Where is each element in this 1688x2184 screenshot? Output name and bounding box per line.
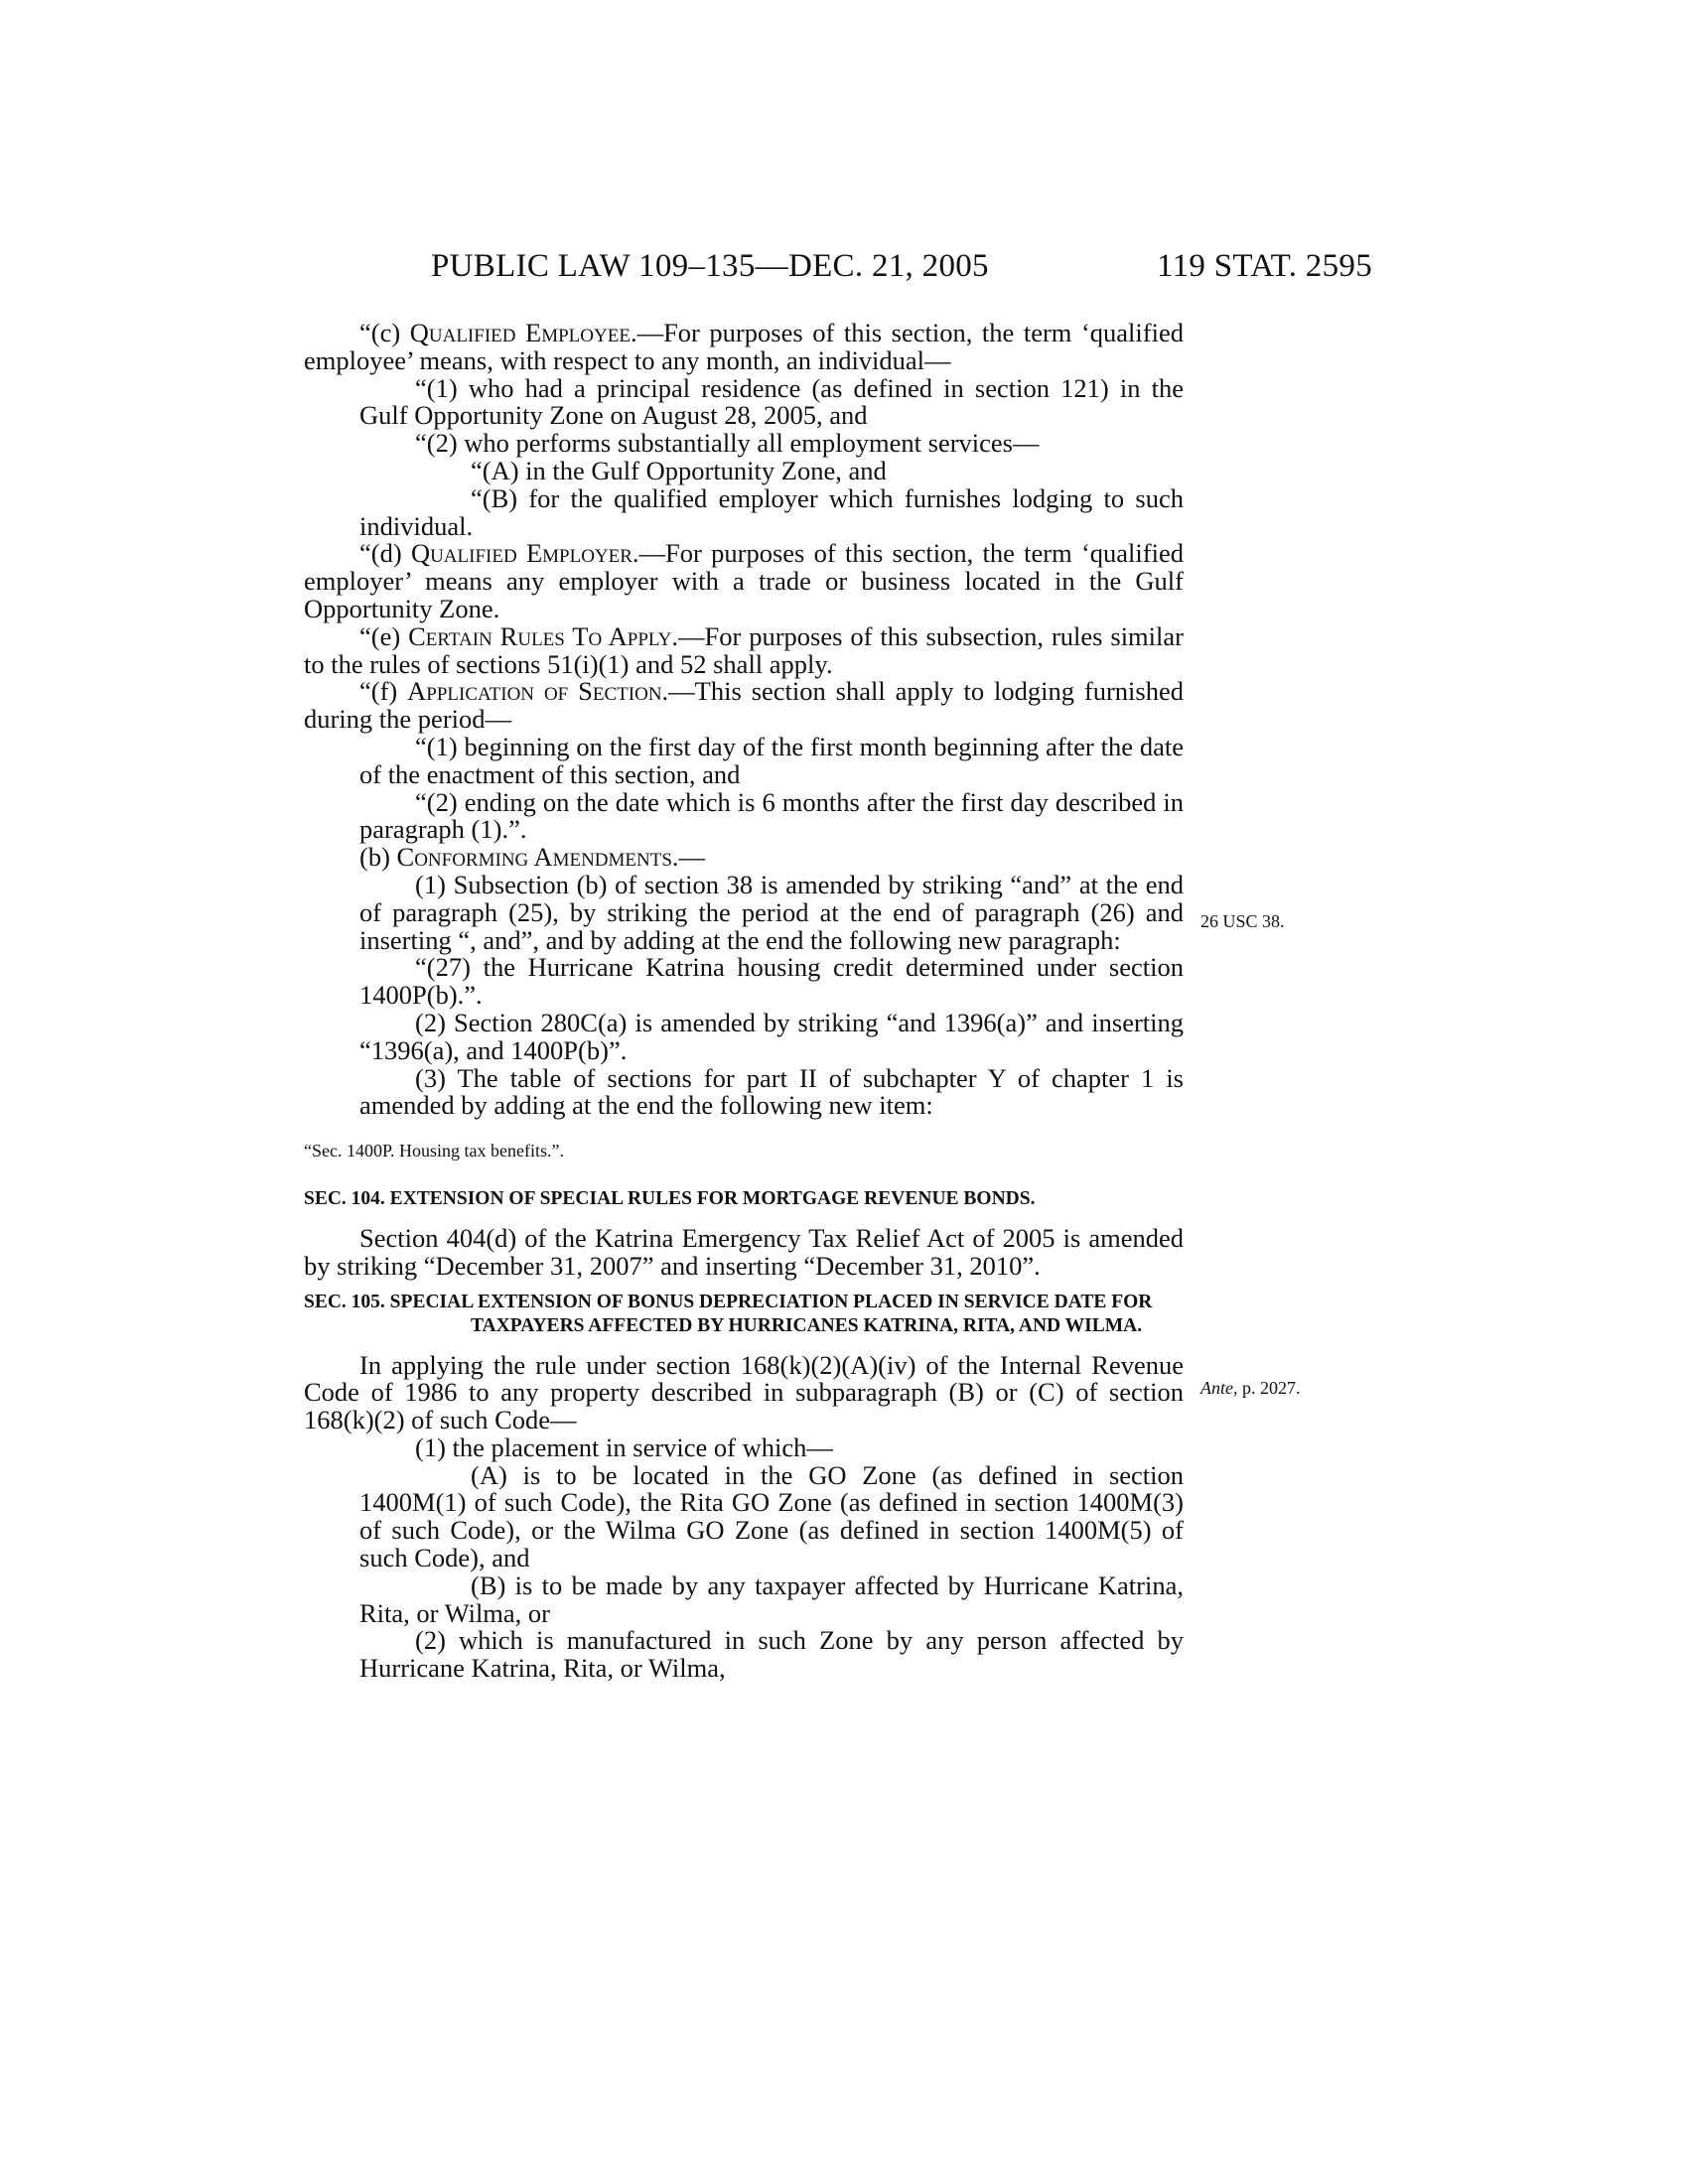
subparagraph-c-2-b: “(B) for the qualified employer which furnishes lodging to such individual. [359, 482, 1184, 541]
paragraph-b-1: (1) Subsection (b) of section 38 is amended by striking “and” at the end of paragraph (25), by striking the period at the end of paragraph (26) and inserting “, and”, and by adding at the end the following new paragraph: [359, 869, 1184, 955]
subsection-c: “(c) Qualified Employee.—For purposes of this section, the term ‘qualified employee’ means, with respect to any month, an individual— [304, 318, 1184, 375]
subsection-e-heading: Certain Rules To Apply [408, 620, 672, 651]
running-header-title: PUBLIC LAW 109–135—DEC. 21, 2005 [431, 248, 989, 284]
document-body [304, 320, 1184, 1683]
paragraph-b-3: (3) The table of sections for part II of subchapter Y of chapter 1 is amended by adding at the end the following new item: [359, 1062, 1184, 1121]
section-105-subparagraph-b: (B) is to be made by any taxpayer affected by Hurricane Katrina, Rita, or Wilma, or [359, 1570, 1184, 1628]
paragraph-c-2: “(2) who performs substantially all employment services— [415, 428, 1040, 459]
margin-note-ante: Ante, p. 2027. [1200, 1378, 1301, 1398]
margin-note-usc: 26 USC 38. [1200, 911, 1285, 931]
section-104-text: Section 404(d) of the Katrina Emergency Tax Relief Act of 2005 is amended by striking “December 31, 2007” and inserting “December 31, 2010”. [304, 1222, 1184, 1281]
section-105-subparagraph-a: (A) is to be located in the GO Zone (as defined in section 1400M(1) of such Code), the Rita GO Zone (as defined in section 1400M(3) of such Code), or the Wilma GO Zone (as defined in section 1400M(5) of such Code), and [359, 1459, 1184, 1573]
paragraph-27: “(27) the Hurricane Katrina housing credit determined under section 1400P(b).”. [359, 952, 1184, 1011]
paragraph-f-2: “(2) ending on the date which is 6 months after the first day described in paragraph (1).”. [359, 786, 1184, 845]
running-header-page: 119 STAT. 2595 [1157, 248, 1372, 284]
section-105-paragraph-2: (2) which is manufactured in such Zone by any person affected by Hurricane Katrina, Rita, or Wilma, [359, 1625, 1184, 1684]
section-105-text: In applying the rule under section 168(k)(2)(A)(iv) of the Internal Revenue Code of 1986 to any property described in subparagraph (B) or (C) of section 168(k)(2) of such Code— [304, 1349, 1184, 1435]
subsection-e: “(e) Certain Rules To Apply.—For purposes of this subsection, rules similar to the rules of sections 51(i)(1) and 52 shall apply. [304, 620, 1184, 679]
subsection-d: “(d) Qualified Employer.—For purposes of this section, the term ‘qualified employer’ means any employer with a trade or business located in the Gulf Opportunity Zone. [304, 538, 1184, 623]
subsection-b-heading: Conforming Amendments [396, 842, 672, 873]
subsection-f-heading: Application of Section [407, 676, 662, 707]
section-104-heading: SEC. 104. EXTENSION OF SPECIAL RULES FOR MORTGAGE REVENUE BONDS. [304, 1187, 1036, 1209]
section-105-paragraph-1: (1) the placement in service of which— [415, 1432, 833, 1462]
subsection-c-heading: Qualified Employee [409, 318, 631, 347]
subparagraph-c-2-a: “(A) in the Gulf Opportunity Zone, and [471, 455, 887, 485]
subsection-b: (b) Conforming Amendments.— [359, 842, 706, 873]
section-105-heading: SEC. 105. SPECIAL EXTENSION OF BONUS DEPRECIATION PLACED IN SERVICE DATE FOR TAXPAYERS AFFECTED BY HURRICANES KATRINA, RITA, AND WILMA. [304, 1291, 1153, 1336]
paragraph-b-2: (2) Section 280C(a) is amended by striking “and 1396(a)” and inserting “1396(a), and 1400P(b)”. [359, 1007, 1184, 1065]
subsection-f: “(f) Application of Section.—This section shall apply to lodging furnished during the period— [304, 676, 1184, 735]
paragraph-c-1: “(1) who had a principal residence (as defined in section 121) in the Gulf Opportunity Zone on August 28, 2005, and [359, 372, 1184, 431]
table-of-sections-item: “Sec. 1400P. Housing tax benefits.”. [304, 1141, 564, 1161]
paragraph-f-1: “(1) beginning on the first day of the first month beginning after the date of the enactment of this section, and [359, 731, 1184, 789]
subsection-d-heading: Qualified Employer [410, 538, 633, 569]
